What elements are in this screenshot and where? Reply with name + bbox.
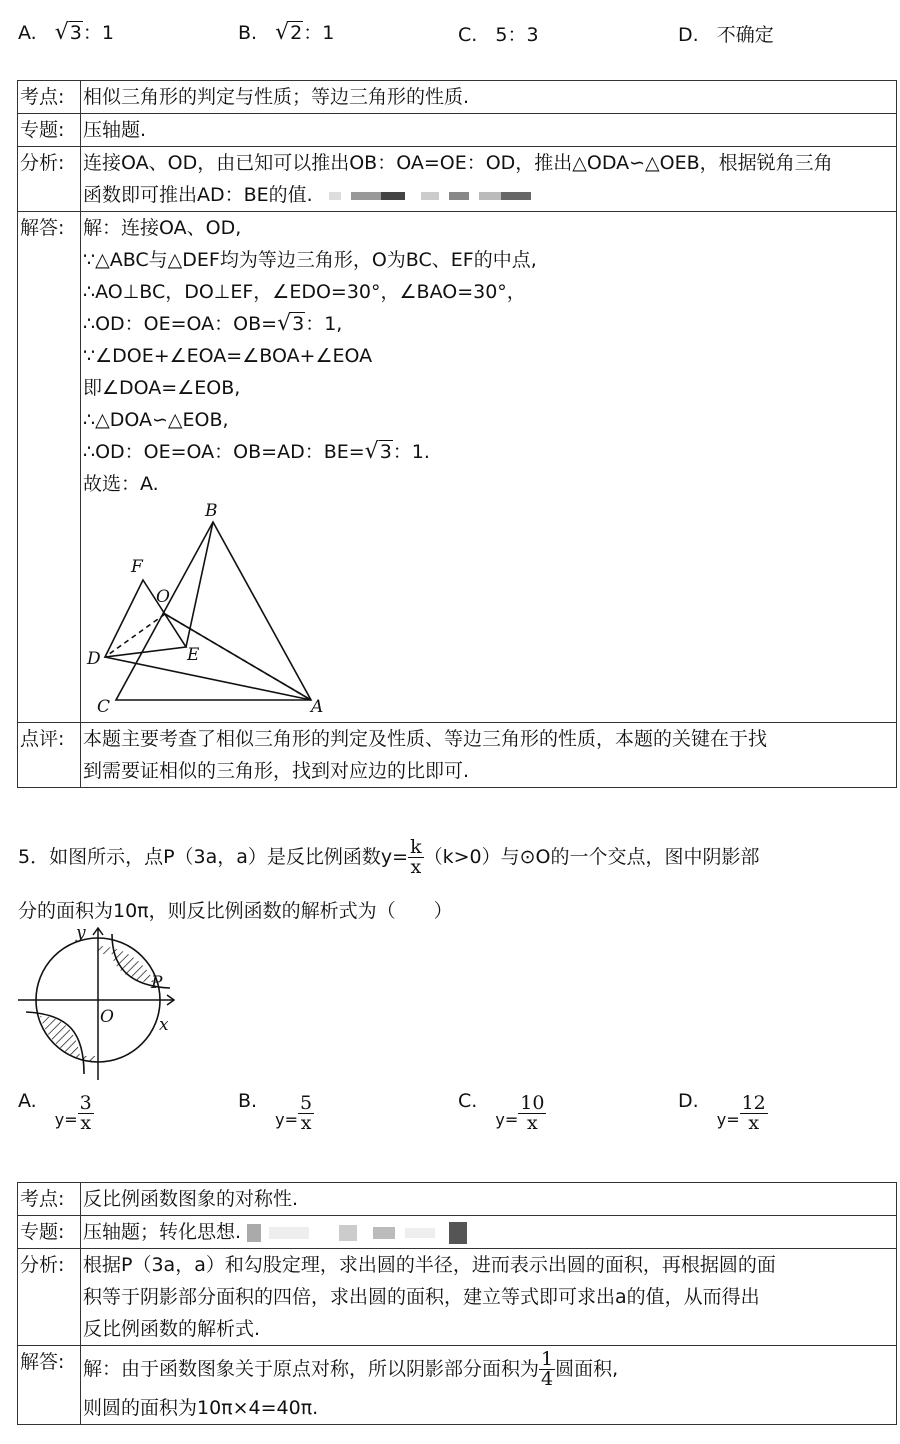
label-d: D [87,649,101,669]
fraction-denominator: x [300,1112,312,1134]
jieda-line: ∴AO⊥BC，DO⊥EF，∠EDO=30°，∠BAO=30°， [83,281,526,303]
sqrt-radicand: 2 [290,22,303,44]
fraction-numerator: 5 [300,1092,313,1114]
choice-label: A. [18,22,37,44]
q4-choice-c [458,20,539,47]
watermark-blur [247,1224,261,1242]
zhuanti-text: 压轴题；转化思想. [83,1221,242,1243]
label-e: E [187,645,200,665]
jieda-line: 故选：A. [83,473,159,495]
choice-fraction [740,1094,768,1133]
jieda-line-text: ：1. [392,441,430,463]
fraction-denominator: 4 [541,1368,554,1390]
choice-fraction [518,1094,546,1133]
zhuanti-label: 专题: [18,114,81,147]
jieda-cell [81,1346,897,1425]
jieda-line-2: 则圆的面积为10π×4=40π. [83,1397,319,1419]
choice-prefix: y= [716,1110,740,1129]
zhuanti-cell [81,1216,897,1249]
kaodian-row [18,1183,897,1216]
label-y: y [76,924,86,943]
fraction-denominator: x [80,1112,92,1134]
jieda-line: ∵∠DOE+∠EOA=∠BOA+∠EOA [83,345,373,367]
jieda-line-1 [83,1346,894,1392]
watermark-blur [351,192,381,200]
q4-choice-a [18,18,114,45]
jieda-line-text: 圆面积, [555,1358,619,1380]
zhuanti-row [18,114,897,147]
fenxi-row [18,1249,897,1346]
zhuanti-text: 压轴题. [81,114,897,147]
jieda-line-text: ∴OD：OE=OA：OB=AD：BE= [83,441,365,463]
q4-choice-d [678,20,774,47]
fenxi-line-1: 根据P（3a，a）和勾股定理，求出圆的半径，进而表示出圆的面积，再根据圆的面 [83,1254,776,1276]
jieda-cell [81,212,897,723]
kaodian-text: 反比例函数图象的对称性. [81,1183,897,1216]
dianping-cell [81,723,897,788]
dianping-line-1: 本题主要考查了相似三角形的判定及性质、等边三角形的性质，本题的关键在于找 [83,728,768,750]
sqrt-symbol: √3 [54,20,82,45]
watermark-blur [405,1228,435,1238]
label-b: B [205,502,218,521]
fraction-numerator: 12 [741,1092,766,1114]
watermark-blur [373,1227,395,1239]
jieda-line: 解：连接OA、OD, [83,217,242,239]
choice-label: A. [18,1090,37,1112]
jieda-line-text: ：1, [305,313,343,335]
choice-label: D. [678,1090,699,1112]
watermark-blur [501,192,531,200]
dianping-label: 点评: [18,723,81,788]
choice-label: C. [458,24,478,46]
q5-circle-figure [14,924,184,1084]
jieda-line-text: ∴OD：OE=OA：OB= [83,313,278,335]
sqrt-radicand: 3 [379,441,392,463]
sqrt-symbol: √3 [364,439,392,464]
label-c: C [97,697,111,717]
choice-prefix: y= [54,1110,78,1129]
jieda-label: 解答: [18,1346,81,1425]
label-o: O [156,587,170,607]
q5-stem-text: 5．如图所示，点P（3a，a）是反比例函数y= [18,846,409,868]
choice-prefix: y= [275,1110,298,1129]
fraction-denominator: x [526,1112,538,1134]
choice-text: 不确定 [716,24,774,46]
sqrt-symbol: √2 [275,20,303,45]
q5-choice-d [678,1090,768,1133]
choice-fraction [78,1094,94,1133]
q5-stem-line-1 [18,838,760,877]
label-p: P [151,973,163,993]
watermark-blur [269,1227,309,1239]
choice-fraction [298,1094,314,1133]
jieda-line: ∴△DOA∽△EOB, [83,409,229,431]
dianping-line-2: 到需要证相似的三角形，找到对应边的比即可. [83,760,470,782]
q5-choice-c [458,1090,546,1133]
fenxi-label: 分析: [18,147,81,212]
fenxi-line-1: 连接OA、OD，由已知可以推出OB：OA=OE：OD，推出△ODA∽△OEB，根据锐角三角 [83,152,833,174]
fraction-numerator: 10 [520,1092,545,1114]
zhuanti-label: 专题: [18,1216,81,1249]
fenxi-line-2: 积等于阴影部分面积的四倍，求出圆的面积，建立等式即可求出a的值，从而得出 [83,1286,760,1308]
kaodian-label: 考点: [18,81,81,114]
dianping-row [18,723,897,788]
fenxi-line-2-text: 函数即可推出AD：BE的值. [83,184,313,206]
q5-stem-text: （k>0）与⊙O的一个交点，图中阴影部 [423,846,760,868]
fraction-one-quarter [539,1350,555,1389]
fenxi-cell [81,1249,897,1346]
watermark-blur [449,1222,467,1244]
fraction-denominator: x [748,1112,760,1134]
zhuanti-row [18,1216,897,1249]
choice-label: B. [238,1090,258,1112]
jieda-line [83,308,894,340]
jieda-label: 解答: [18,212,81,723]
q4-choice-b [238,18,334,45]
jieda-line [83,436,894,468]
choice-tail: ：1 [82,22,114,44]
fraction-numerator: 1 [541,1348,554,1370]
jieda-line: 即∠DOA=∠EOB, [83,377,241,399]
fenxi-line-2 [83,179,894,211]
label-o: O [100,1007,114,1027]
jieda-row [18,1346,897,1425]
fraction-denominator: x [410,856,422,878]
fraction-numerator: 3 [79,1092,92,1114]
choice-label: B. [238,22,258,44]
sqrt-symbol: √3 [277,311,305,336]
q5-choice-b [238,1090,314,1133]
watermark-blur [449,192,469,200]
jieda-line-text: 解：由于函数图象关于原点对称，所以阴影部分面积为 [83,1358,540,1380]
watermark-blur [339,1225,357,1241]
label-x: x [159,1015,169,1035]
segment-da [105,657,311,700]
jieda-line: ∵△ABC与△DEF均为等边三角形，O为BC、EF的中点, [83,249,537,271]
q5-stem-line-2: 分的面积为10π，则反比例函数的解析式为（ ） [18,900,453,922]
q4-solution-table [17,80,897,788]
watermark-blur [381,192,405,200]
watermark-blur [329,192,341,200]
choice-text: 5：3 [495,24,539,46]
jieda-row [18,212,897,723]
kaodian-row [18,81,897,114]
fenxi-label: 分析: [18,1249,81,1346]
fenxi-row [18,147,897,212]
choice-prefix: y= [495,1110,519,1129]
triangle-figure [83,502,343,722]
kaodian-text: 相似三角形的判定与性质；等边三角形的性质. [81,81,897,114]
shaded-region-lower [40,1000,98,1062]
choice-label: C. [458,1090,478,1112]
fenxi-line-3: 反比例函数的解析式. [83,1318,261,1340]
watermark-blur [479,192,501,200]
sqrt-radicand: 3 [292,313,305,335]
choice-tail: ：1 [303,22,335,44]
sqrt-radicand: 3 [69,22,82,44]
q5-choice-a [18,1090,94,1133]
fraction-numerator: k [410,836,422,858]
kaodian-label: 考点: [18,1183,81,1216]
watermark-blur [421,192,439,200]
choice-label: D. [678,24,699,46]
label-a: A [311,697,324,717]
fraction-k-over-x [408,838,424,877]
triangle-abc [116,522,311,700]
label-f: F [131,557,143,577]
q5-choices [0,1090,900,1150]
fenxi-cell [81,147,897,212]
q5-solution-table [17,1182,897,1425]
